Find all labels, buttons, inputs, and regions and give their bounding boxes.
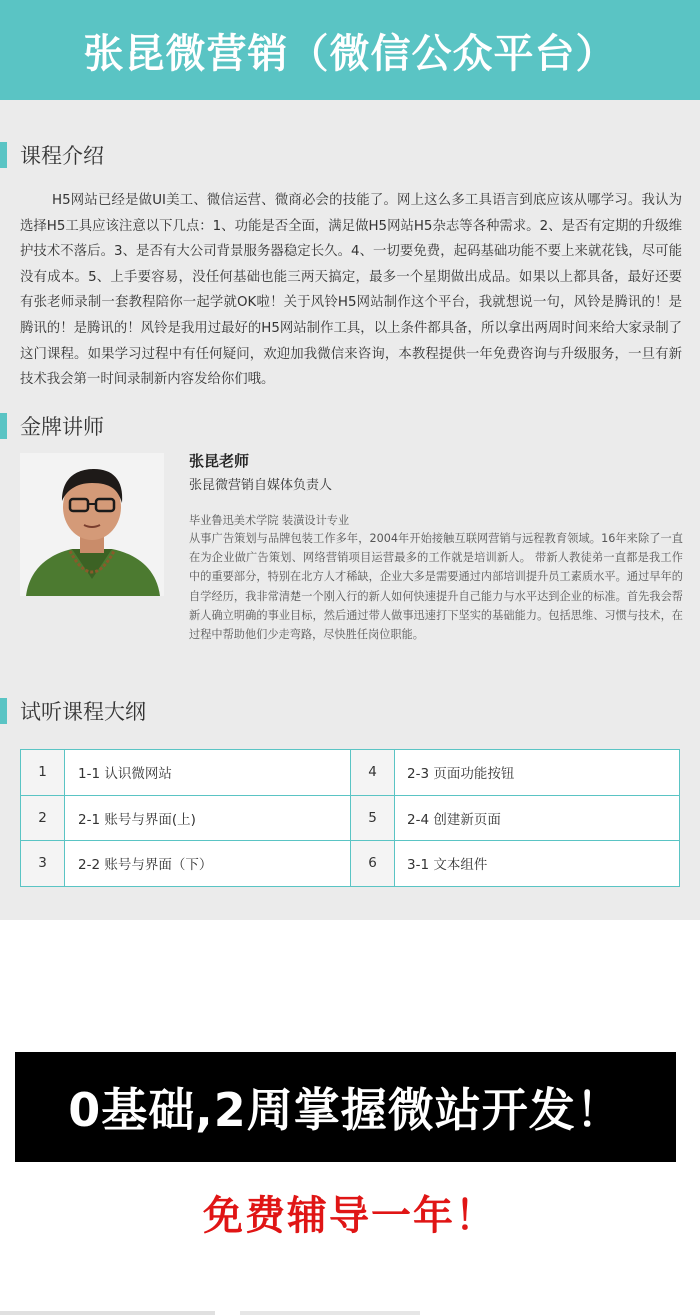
header-banner bbox=[0, 0, 700, 100]
bottom-divider bbox=[0, 1311, 700, 1315]
lesson-number: 3 bbox=[21, 841, 65, 887]
lesson-number: 2 bbox=[21, 795, 65, 841]
banner-title: 张昆微营销（微信公众平台） bbox=[83, 30, 617, 77]
section-title-teacher: 金牌讲师 bbox=[20, 415, 104, 439]
lesson-number: 5 bbox=[351, 795, 395, 841]
promo-banner bbox=[15, 1052, 676, 1162]
lesson-number: 4 bbox=[351, 750, 395, 796]
table-row bbox=[21, 750, 680, 796]
lesson-number: 6 bbox=[351, 841, 395, 887]
lesson-number: 1 bbox=[21, 750, 65, 796]
lesson-title[interactable]: 2-4 创建新页面 bbox=[395, 795, 680, 841]
section-header-outline bbox=[0, 696, 146, 726]
section-header-teacher bbox=[0, 411, 104, 441]
lesson-title[interactable]: 1-1 认识微网站 bbox=[65, 750, 351, 796]
table-row bbox=[21, 795, 680, 841]
teacher-photo bbox=[20, 453, 164, 596]
section-title-outline: 试听课程大纲 bbox=[20, 700, 146, 724]
course-intro-text: H5网站已经是做UI美工、微信运营、微商必会的技能了。网上这么多工具语言到底应该从哪学习。我认为选择H5工具应该注意以下几点：1、功能是否全面，满足做H5网站H5杂志等各种需求。2、是否有定期的升级维护技术不落后。3、是否有大公司背景服务器稳定长久。4、一切要免费，起码基础功能不要上来就花钱，尽可能没有成本。5、上手要容易，没任何基础也能三两天搞定，最多一个星期做出成品。如果以上都具备，最好还要有张老师录制一套教程陪你一起学就OK啦！关于风铃H5网站制作这个平台，我就想说一句，风铃是腾讯的！是腾讯的！是腾讯的！风铃是我用过最好的H5网站制作工具，以上条件都具备，所以拿出两周时间来给大家录制了这门课程。如果学习过程中有任何疑问，欢迎加我微信来咨询，本教程提供一年免费咨询与升级服务，一旦有新技术我会第一时间录制新内容发给你们哦。 bbox=[20, 193, 682, 388]
section-title-intro: 课程介绍 bbox=[20, 144, 104, 168]
table-row bbox=[21, 841, 680, 887]
promo-headline: 0基础,2周掌握微站开发！ bbox=[68, 1083, 623, 1137]
teacher-name: 张昆老师 bbox=[189, 452, 250, 470]
lesson-title[interactable]: 2-1 账号与界面(上) bbox=[65, 795, 351, 841]
section-accent-bar bbox=[0, 413, 7, 439]
section-accent-bar bbox=[0, 698, 7, 724]
lesson-title[interactable]: 2-3 页面功能按钮 bbox=[395, 750, 680, 796]
lesson-title[interactable]: 2-2 账号与界面（下） bbox=[65, 841, 351, 887]
teacher-bio: 从事广告策划与品牌包装工作多年，2004年开始接触互联网营销与远程教育领域。16年来除了一直在为企业做广告策划、网络营销项目运营最多的工作就是培训新人。 带新人教徒弟一直都是我工作中的重要部分，特别在北方人才稀缺，企业大多是需要通过内部培训提升员工素质水平。通过早年的自学经历，我非常清楚一个刚入行的新人如何快速提升自己能力与水平达到企业的标准。首先我会帮新人确立明确的事业目标，然后通过带人做事迅速打下坚实的基础能力。包括思维、习惯与技术，在过程中帮助他们少走弯路，尽快胜任岗位职能。 bbox=[189, 532, 683, 642]
teacher-role: 张昆微营销自媒体负责人 bbox=[189, 478, 333, 493]
teacher-portrait-image bbox=[20, 453, 164, 596]
promo-subline: 免费辅导一年！ bbox=[203, 1193, 497, 1239]
section-header-intro bbox=[0, 140, 104, 170]
lesson-title[interactable]: 3-1 文本组件 bbox=[395, 841, 680, 887]
section-accent-bar bbox=[0, 142, 7, 168]
course-outline-table bbox=[20, 749, 680, 887]
teacher-school: 毕业鲁迅美术学院 装潢设计专业 bbox=[189, 514, 350, 527]
